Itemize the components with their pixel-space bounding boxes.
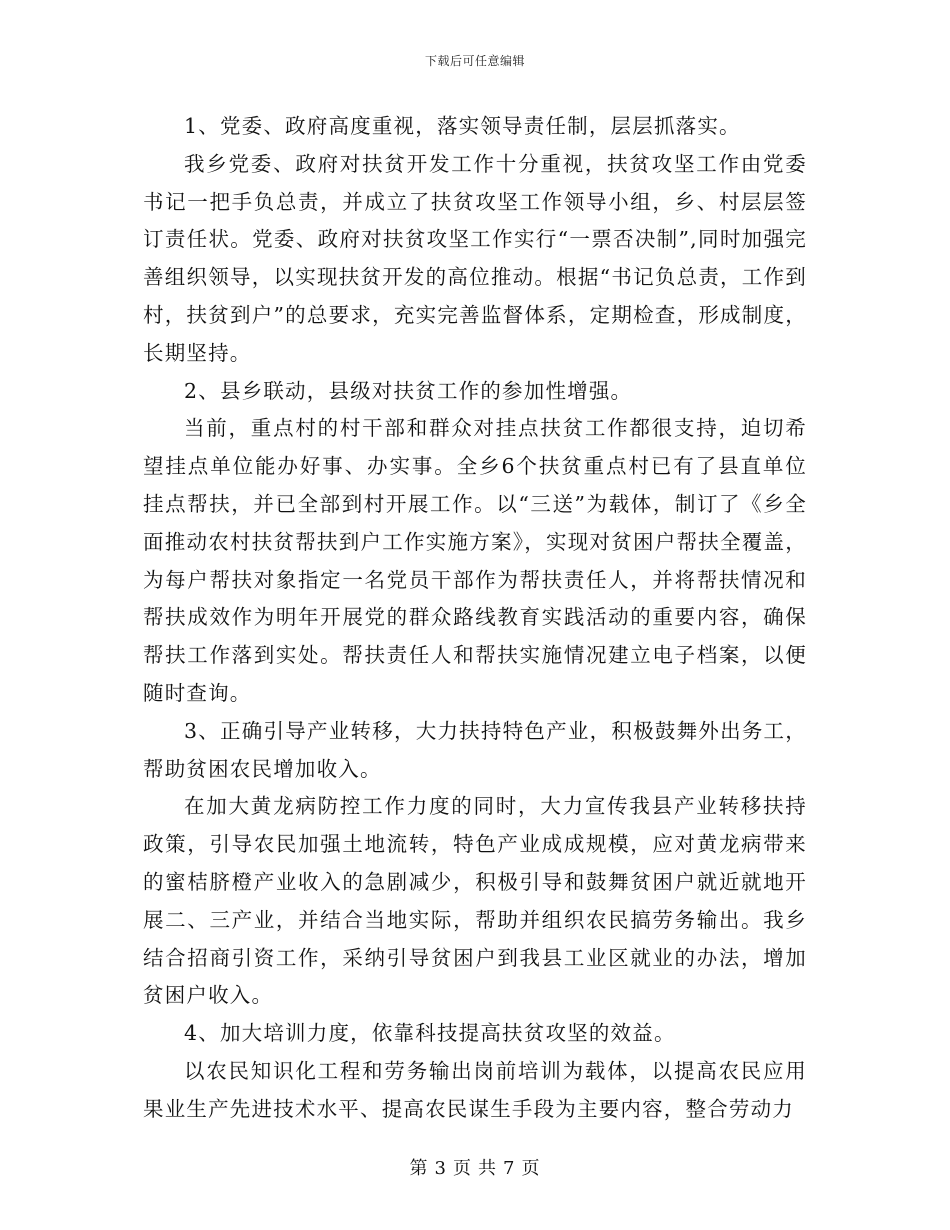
paragraph-5: 3、正确引导产业转移，大力扶持特色产业，积极鼓舞外出务工，帮助贫困农民增加收入。 (143, 718, 807, 781)
footer-label-of: 页 (453, 1158, 472, 1179)
page-footer (0, 1154, 950, 1180)
paragraph-1: 1、党委、政府高度重视，落实领导责任制，层层抓落实。 (184, 114, 741, 138)
paragraph-2: 我乡党委、政府对扶贫开发工作十分重视，扶贫攻坚工作由党委书记一把手负总责，并成立了扶贫攻坚工作领导小组，乡、村层层签订责任状。党委、政府对扶贫攻坚工作实行“一票否决制”,同时加强完善组织领导，以实现扶贫开发的高位推动。根据“书记负总责，工作到村，扶贫到户”的总要求，充实完善监督体系，定期检查，形成制度，长期坚持。 (143, 151, 807, 365)
paragraph-6: 在加大黄龙病防控工作力度的同时，大力宣传我县产业转移扶持政策，引导农民加强土地流转，特色产业成成规模，应对黄龙病带来的蜜桔脐橙产业收入的急剧减少，积极引导和鼓舞贫困户就近就地开展二、三产业，并结合当地实际，帮助并组织农民搞劳务输出。我乡结合招商引资工作，采纳引导贫困户到我县工业区就业的办法，增加贫困户收入。 (143, 794, 807, 1008)
footer-current-page: 3 (434, 1158, 447, 1179)
paragraph-8: 以农民知识化工程和劳务输出岗前培训为载体，以提高农民应用果业生产先进技术水平、提高农民谋生手段为主要内容，整合劳动力 (143, 1058, 807, 1121)
paragraph-4: 当前，重点村的村干部和群众对挂点扶贫工作都很支持，迫切希望挂点单位能办好事、办实事。全乡6个扶贫重点村已有了县直单位挂点帮扶，并已全部到村开展工作。以“三送”为载体，制订了《乡全面推动农村扶贫帮扶到户工作实施方案》，实现对贫困户帮扶全覆盖，为每户帮扶对象指定一名党员干部作为帮扶责任人，并将帮扶情况和帮扶成效作为明年开展党的群众路线教育实践活动的重要内容，确保帮扶工作落到实处。帮扶责任人和帮扶实施情况建立电子档案，以便随时查询。 (143, 416, 807, 705)
document-body (143, 108, 807, 1129)
paragraph-3: 2、县乡联动，县级对扶贫工作的参加性增强。 (184, 378, 633, 403)
footer-total-pages: 7 (503, 1158, 516, 1179)
page-header: 下载后可任意编辑 (424, 54, 525, 68)
footer-label-page: 第 (409, 1158, 429, 1179)
paragraph-7: 4、加大培训力度，依靠科技提高扶贫攻坚的效益。 (184, 1021, 676, 1046)
footer-label-end: 页 (521, 1158, 541, 1179)
footer-label-total: 共 (478, 1158, 497, 1179)
